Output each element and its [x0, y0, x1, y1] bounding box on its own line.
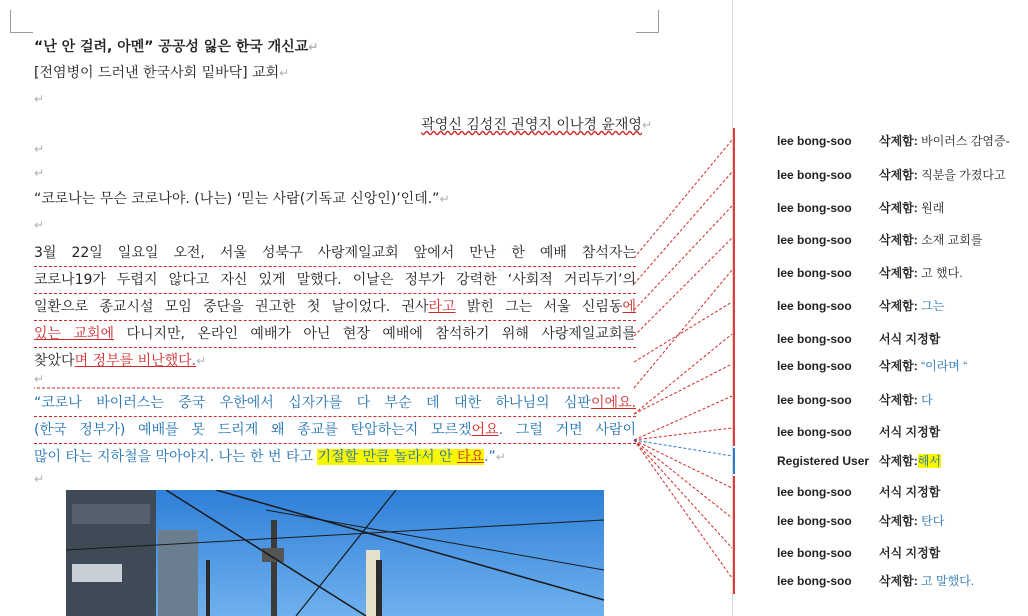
- revision-balloon[interactable]: lee bong-soo 삭제함: 소재 교회를: [777, 233, 983, 247]
- text-line: 일환으로 종교시설 모임 중단을 권고한 첫 날이었다. 권사라고 밝힌 그는 서울 신림동에: [34, 294, 636, 321]
- opening-quote[interactable]: “코로나는 무슨 코로나야. (나는) ‘믿는 사람(기독교 신앙인)’인데.”↵: [34, 191, 450, 207]
- revision-balloon[interactable]: lee bong-soo 삭제함: 고 했다.: [777, 266, 963, 280]
- author-line[interactable]: 곽영신 김성진 권영지 이나경 윤재영↵: [421, 117, 652, 133]
- empty-paragraph: ↵: [34, 218, 45, 232]
- change-bar: [733, 448, 735, 474]
- paragraph-mark: ↵: [495, 450, 506, 464]
- revision-balloon[interactable]: lee bong-soo 삭제함: 원래: [777, 201, 945, 215]
- revision-balloon[interactable]: lee bong-soo 서식 지정함: [777, 485, 941, 499]
- article-title[interactable]: “난 안 걸려, 아멘” 공공성 잃은 한국 개신교↵: [34, 39, 319, 55]
- text-line: 3월 22일 일요일 오전, 서울 성북구 사랑제일교회 앞에서 만난 한 예배 참석자는: [34, 240, 636, 267]
- revision-balloon[interactable]: lee bong-soo 삭제함: 그는: [777, 299, 945, 313]
- revision-balloon[interactable]: lee bong-soo 삭제함: 고 말했다.: [777, 574, 975, 588]
- text-line: (한국 정부가) 예배를 못 드리게 왜 종교를 탄압하는지 모르겠어요. 그럴 거면 사람이: [34, 417, 636, 444]
- revision-balloon[interactable]: Registered User 삭제함:해서: [777, 454, 941, 468]
- revision-balloon[interactable]: lee bong-soo 서식 지정함: [777, 332, 941, 346]
- revision-balloon[interactable]: lee bong-soo 서식 지정함: [777, 546, 941, 560]
- text-line: 있는 교회에 다니지만, 온라인 예배가 아닌 현장 예배에 참석하기 위해 사랑제일교회를: [34, 321, 636, 348]
- markup-pane[interactable]: [732, 0, 1028, 616]
- change-bar: [733, 476, 735, 594]
- text-line: 많이 타는 지하철을 막아야지. 나는 한 번 타고 기절할 만큼 놀라서 안 타요.”↵: [34, 449, 506, 465]
- empty-paragraph: ↵: [34, 166, 45, 180]
- text-line: 찾았다며 정부를 비난했다.↵: [34, 353, 207, 369]
- body-paragraph-1[interactable]: [34, 240, 636, 374]
- change-bar: [733, 128, 735, 446]
- paragraph-mark: ↵: [308, 40, 319, 54]
- empty-paragraph: ↵: [34, 372, 45, 386]
- article-subtitle[interactable]: [전염병이 드러낸 한국사회 밑바닥] 교회↵: [34, 65, 290, 81]
- revision-balloon[interactable]: lee bong-soo 삭제함: “이라며 “: [777, 359, 968, 373]
- revision-balloon[interactable]: lee bong-soo 삭제함: 바이러스 감염증-: [777, 134, 1010, 148]
- body-paragraph-2[interactable]: [34, 390, 636, 470]
- empty-paragraph: ↵: [34, 92, 45, 106]
- paragraph-mark: ↵: [196, 354, 207, 368]
- empty-paragraph: ↵: [34, 142, 45, 156]
- paragraph-mark: ↵: [439, 192, 450, 206]
- empty-paragraph: ↵: [34, 472, 45, 486]
- revision-balloon[interactable]: lee bong-soo 삭제함: 탄다: [777, 514, 945, 528]
- revision-balloon[interactable]: lee bong-soo 삭제함: 직분을 가졌다고: [777, 168, 1006, 182]
- revision-balloon[interactable]: lee bong-soo 서식 지정함: [777, 425, 941, 439]
- church-street-photo: [66, 490, 604, 616]
- crop-mark-top-right: [636, 10, 659, 33]
- paragraph-mark: ↵: [279, 66, 290, 80]
- crop-mark-top-left: [10, 10, 33, 33]
- text-line: “코로나 바이러스는 중국 우한에서 십자가를 다 부순 데 대한 하나님의 심판이에요.: [34, 390, 636, 417]
- revision-balloon[interactable]: lee bong-soo 삭제함: 다: [777, 393, 933, 407]
- paragraph-mark: ↵: [641, 118, 652, 132]
- text-line: 코로나19가 두렵지 않다고 자신 있게 말했다. 이날은 정부가 강력한 ‘사회적 거리두기’의: [34, 267, 636, 294]
